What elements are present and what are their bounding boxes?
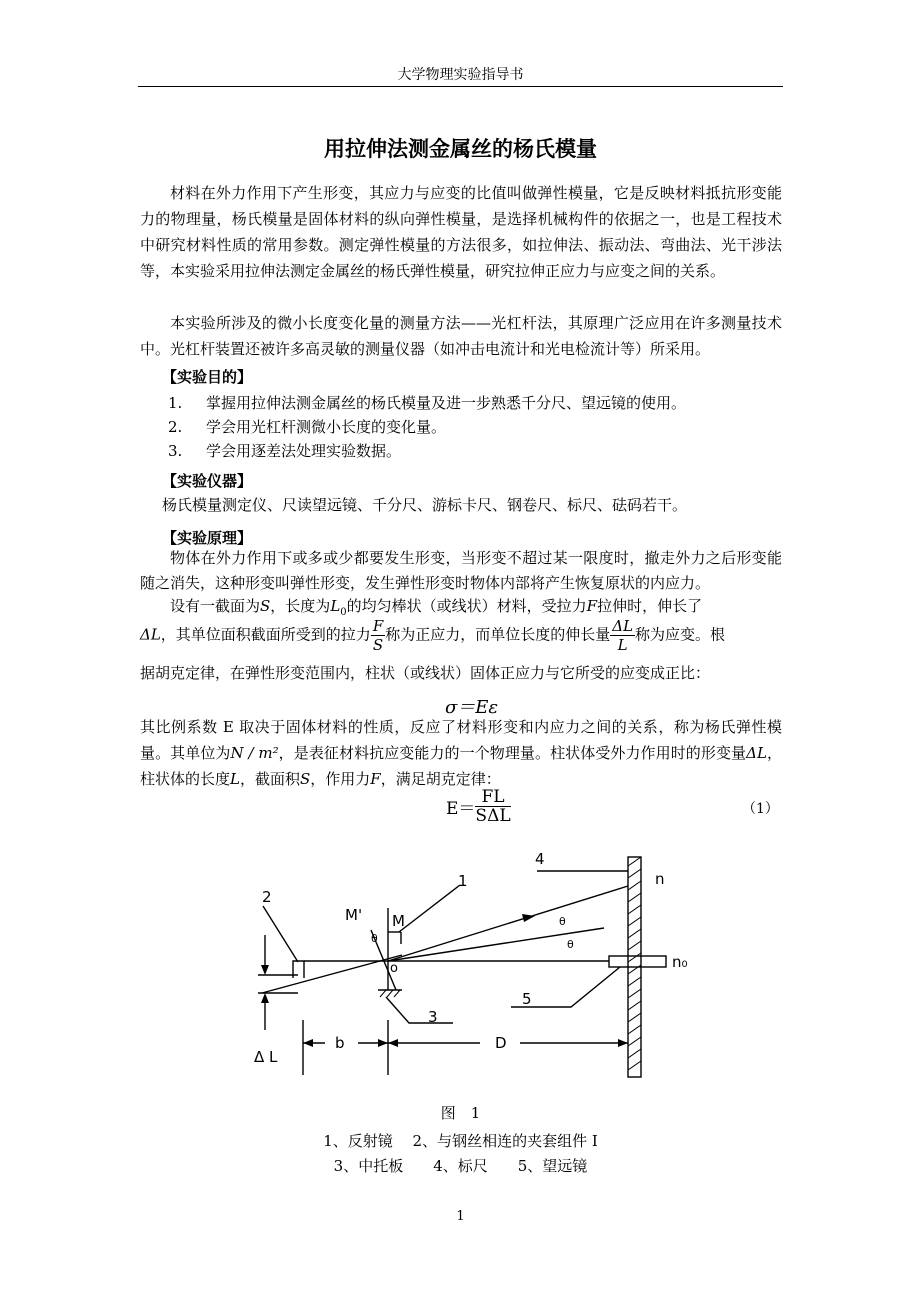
- intro-paragraph-1: 材料在外力作用下产生形变，其应力与应变的比值叫做弹性模量，它是反映材料抵抗形变能力的物理量，杨氏模量是固体材料的纵向弹性模量，是选择机械构件的依据之一，也是工程技术中研究材料性质的常用参数。测定弹性模量的方法很多，如拉伸法、振动法、弯曲法、光干涉法等，本实验采用拉伸法测定金属丝的杨氏弹性模量，研究拉伸正应力与应变之间的关系。: [140, 184, 782, 280]
- telescope-body: [609, 956, 666, 967]
- purpose-item-text: 掌握用拉伸法测金属丝的杨氏模量及进一步熟悉千分尺、望远镜的使用。: [206, 394, 687, 412]
- figure-caption: 图 1: [440, 1104, 481, 1122]
- diagram-theta-3: θ: [371, 932, 378, 945]
- page-title: 用拉伸法测金属丝的杨氏模量: [324, 137, 597, 161]
- scale-hatching: [628, 857, 641, 1070]
- running-header: 大学物理实验指导书: [397, 67, 524, 83]
- diagram-label-4: 4: [535, 850, 545, 868]
- diagram-label-m: M: [392, 912, 405, 930]
- principle-paragraph-1: 物体在外力作用下或多或少都要发生形变，当形变不超过某一限度时，撤走外力之后形变能随之消失，这种形变叫弹性形变，发生弹性形变时物体内部将产生恢复原状的内应力。: [140, 549, 782, 592]
- dim-arrow-b-left: [303, 1039, 313, 1047]
- instruments-text: 杨氏模量测定仪、尺读望远镜、千分尺、游标卡尺、钢卷尺、标尺、砝码若干。: [162, 496, 688, 514]
- instruments-heading: 【实验仪器】: [162, 472, 253, 490]
- delta-l-arrow-bottom: [261, 993, 269, 1003]
- principle-paragraph-5: 其比例系数 E 取决于固体材料的性质，反应了材料形变和内应力之间的关系，称为杨氏弹性模量。其单位为N / m²，是表征材料抗应变能力的一个物理量。柱状体受外力作用时的形变量ΔL，柱状体的长度L，截面积S，作用力F，满足胡克定律：: [140, 718, 782, 788]
- purpose-item-number: 2.: [168, 418, 183, 436]
- purpose-item-text: 学会用光杠杆测微小长度的变化量。: [206, 418, 447, 436]
- figure-legend-line-1: 1、反射镜 2、与钢丝相连的夹套组件 I: [323, 1132, 598, 1150]
- principle-paragraph-4: 据胡克定律，在弹性形变范围内，柱状（或线状）固体正应力与它所受的应变成正比：: [140, 664, 711, 682]
- purpose-item-number: 3.: [168, 442, 183, 460]
- principle-paragraph-3: ΔL，其单位面积截面所受到的拉力 $\frac{F}{S}$ 称为正应力，而单位长度的伸长量 $\frac{\Delta L}{L}$ 称为应变。根: [140, 617, 726, 654]
- diagram-label-mprime: M': [345, 906, 363, 924]
- label-1-leader: [399, 885, 460, 932]
- ray-to-n: [388, 886, 628, 961]
- label-3-leader: [386, 997, 453, 1023]
- diagram-label-2: 2: [262, 888, 272, 906]
- diagram-label-n: n: [655, 870, 665, 888]
- equation-number: （1）: [742, 801, 779, 817]
- diagram-label-5: 5: [522, 990, 532, 1008]
- stress-fraction: $\frac{F}{S}$: [372, 617, 384, 654]
- young-modulus-equation: E＝ $\frac{FL}{\text{SΔL}}$: [446, 787, 511, 826]
- delta-l-arrow-top: [261, 965, 269, 975]
- diagram-label-delta-l: Δ L: [254, 1048, 278, 1066]
- hooke-equation: σ＝Eε: [445, 697, 499, 718]
- page-number: 1: [456, 1209, 465, 1224]
- purpose-item-text: 学会用逐差法处理实验数据。: [206, 442, 402, 460]
- diagram-label-3: 3: [428, 1008, 438, 1026]
- diagram-theta-1: θ: [559, 915, 566, 928]
- strain-fraction: $\frac{\Delta L}{L}$: [612, 617, 634, 654]
- diagram-label-b: b: [335, 1034, 345, 1052]
- principle-heading: 【实验原理】: [162, 529, 253, 547]
- purpose-item-number: 1.: [168, 394, 183, 412]
- dim-arrow-d-right: [618, 1039, 628, 1047]
- diagram-label-n0: n₀: [672, 953, 688, 971]
- purpose-heading: 【实验目的】: [162, 368, 253, 386]
- diagram-label-o: o: [390, 961, 398, 976]
- principle-paragraph-2: 设有一截面为S，长度为$L_0$的均匀棒状（或线状）材料，受拉力F拉伸时，伸长了: [170, 597, 703, 618]
- dim-arrow-b-right: [378, 1039, 388, 1047]
- diagram-label-1: 1: [458, 872, 468, 890]
- diagram-theta-2: θ: [567, 938, 574, 951]
- intro-paragraph-2: 本实验所涉及的微小长度变化量的测量方法——光杠杆法，其原理广泛应用在许多测量技术中。光杠杆装置还被许多高灵敏的测量仪器（如冲击电流计和光电检流计等）所采用。: [140, 314, 782, 358]
- diagram-label-d: D: [495, 1034, 507, 1052]
- figure-legend-line-2: 3、中托板 4、标尺 5、望远镜: [333, 1157, 588, 1175]
- dim-arrow-d-left: [388, 1039, 398, 1047]
- label-2-leader: [263, 906, 298, 962]
